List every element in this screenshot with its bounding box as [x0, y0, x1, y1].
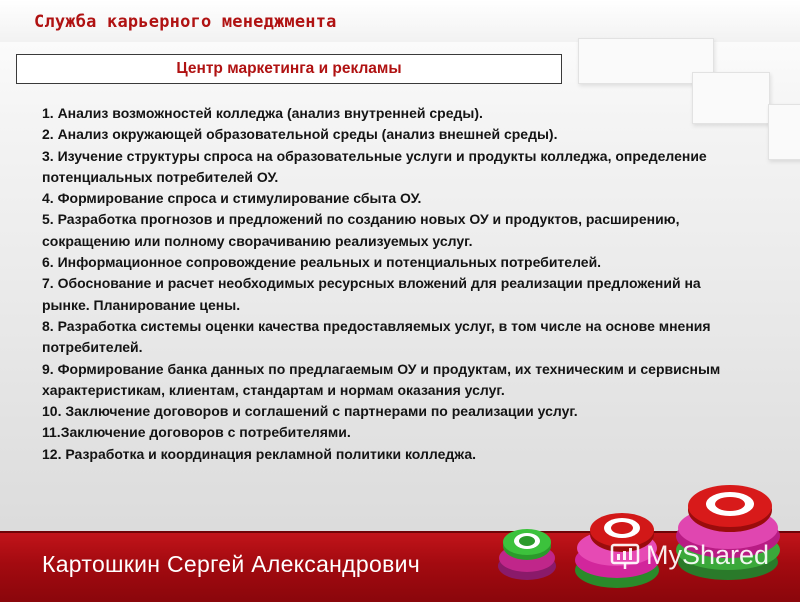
list-item: 1. Анализ возможностей колледжа (анализ внутренней среды).	[42, 105, 483, 121]
watermark-text: MyShared	[646, 540, 770, 570]
section-title-box	[16, 54, 562, 84]
list-item: 3. Изучение структуры спроса на образовательные услуги и продукты колледжа, определение потенциальных потребителей ОУ.	[42, 147, 707, 185]
list-item: 7. Обоснование и расчет необходимых ресурсных вложений для реализации предложений на рынке. Планирование цены.	[42, 275, 701, 313]
header-bar	[0, 0, 800, 42]
chip-icon	[496, 522, 558, 586]
author-name: Картошкин Сергей Александрович	[42, 551, 421, 577]
page-title: Служба карьерного менеджмента	[34, 12, 337, 32]
list-item: 2. Анализ окружающей образовательной среды (анализ внешней среды).	[42, 126, 558, 143]
list-item: 4. Формирование спроса и стимулирование сбыта ОУ.	[42, 190, 422, 207]
section-title: Центр маркетинга и рекламы	[176, 60, 402, 77]
list-item: 9. Формирование банка данных по предлагаемым ОУ и продуктам, их техническим и сервисным характеристикам, клиентам, стандартам и нормам оказания услуг.	[42, 360, 721, 398]
list-item: 12. Разработка и координация рекламной политики колледжа.	[42, 445, 477, 462]
list-item: 6. Информационное сопровождение реальных и потенциальных потребителей.	[42, 254, 602, 271]
watermark	[610, 540, 769, 571]
task-list	[42, 103, 742, 465]
list-item: 10. Заключение договоров и соглашений с партнерами по реализации услуг.	[42, 403, 578, 420]
list-item: 11.Заключение договоров с потребителями.	[42, 424, 351, 441]
list-item: 8. Разработка системы оценки качества предоставляемых услуг, в том числе на основе мнения потребителей.	[42, 317, 711, 356]
list-item: 5. Разработка прогнозов и предложений по созданию новых ОУ и продуктов, расширению, сокращению или полному сворачиванию реализуемых услуг.	[42, 211, 680, 249]
decorative-panel	[768, 104, 800, 160]
presentation-icon	[610, 541, 640, 571]
